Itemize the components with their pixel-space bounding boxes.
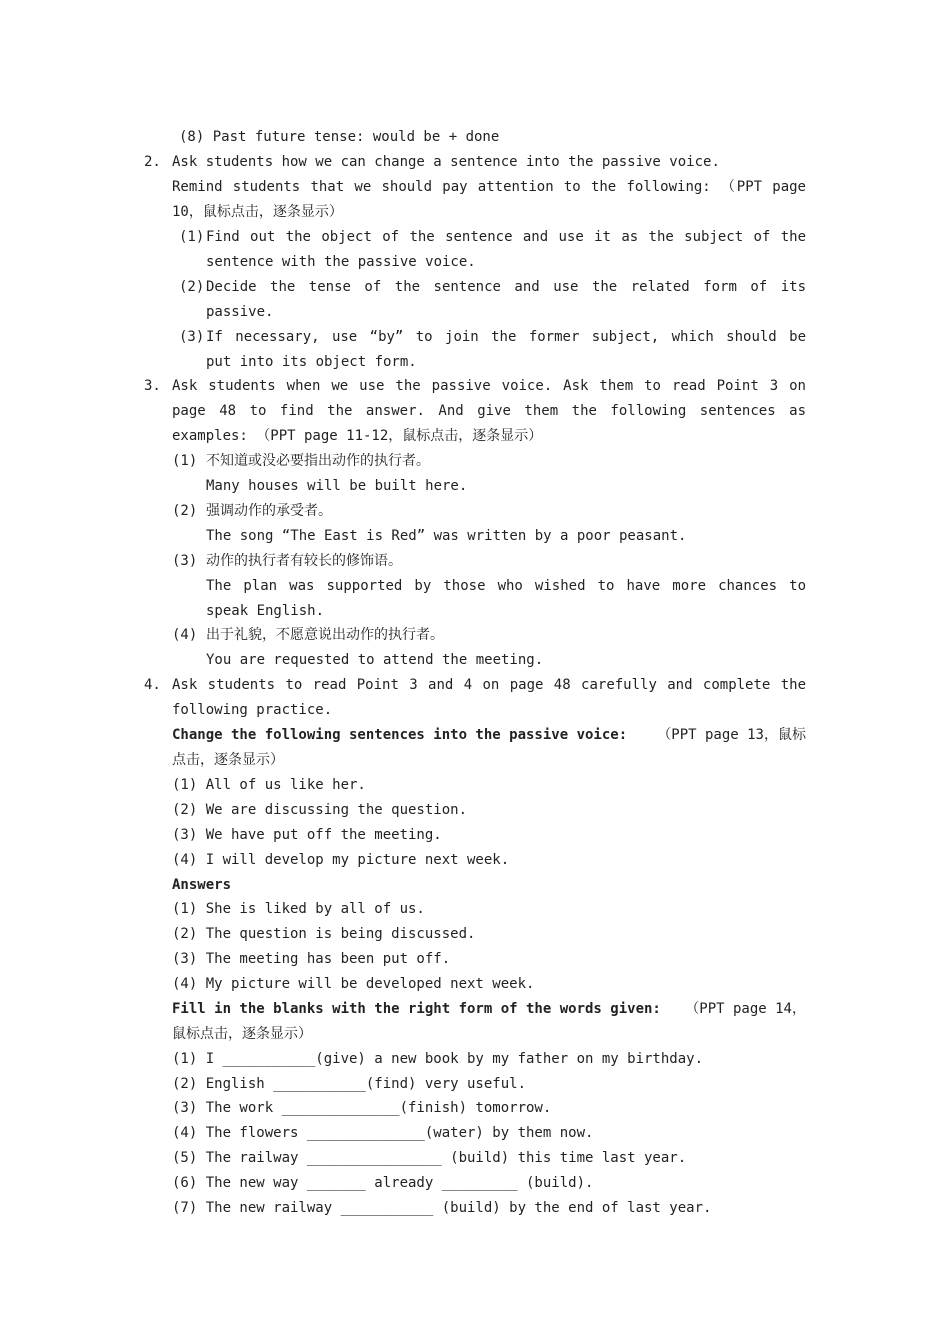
fill-instruction <box>172 1000 806 1018</box>
example-number: (1) <box>172 453 198 469</box>
point-2-line-1: Decide the tense of the sentence and use the related form of its <box>206 279 806 295</box>
point-3-line-1: If necessary, use “by” to join the former subject, which should be <box>206 329 806 345</box>
answer-item: (3) The meeting has been put off. <box>172 951 451 967</box>
answers-heading: Answers <box>172 877 232 893</box>
example-4-english: You are requested to attend the meeting. <box>206 652 544 668</box>
fill-instruction-bold: Fill in the blanks with the right form of the words given: <box>172 1001 661 1017</box>
example-3-chinese: 动作的执行者有较长的修饰语。 <box>206 553 402 569</box>
fill-item: (7) The new railway ___________ (build) by the end of last year. <box>172 1200 712 1216</box>
question-item: (2) We are discussing the question. <box>172 802 468 818</box>
fill-item: (6) The new way _______ already _________ (build). <box>172 1175 594 1191</box>
fill-instruction-line-2: 鼠标点击，逐条显示） <box>172 1026 312 1042</box>
change-instruction-line-2: 点击，逐条显示） <box>172 752 284 768</box>
example-number: (3) <box>172 553 198 569</box>
section-3-line-1: Ask students when we use the passive voice. Ask them to read Point 3 on <box>172 378 806 394</box>
example-number: (4) <box>172 627 198 643</box>
question-item: (4) I will develop my picture next week. <box>172 852 510 868</box>
answer-item: (1) She is liked by all of us. <box>172 901 425 917</box>
example-4-chinese: 出于礼貌，不愿意说出动作的执行者。 <box>206 627 444 643</box>
fill-item: (1) I ___________(give) a new book by my father on my birthday. <box>172 1051 704 1067</box>
point-3-line-2: put into its object form. <box>206 354 417 370</box>
point-number: (2) <box>179 279 205 295</box>
change-instruction-bold: Change the following sentences into the passive voice: <box>172 727 628 743</box>
point-2-line-2: passive. <box>206 304 274 320</box>
example-3-english-line-2: speak English. <box>206 603 325 619</box>
section-2-line-2: Remind students that we should pay attention to the following: （PPT page <box>172 179 806 195</box>
section-3-line-3: examples: （PPT page 11-12，鼠标点击，逐条显示） <box>172 428 543 444</box>
example-number: (2) <box>172 503 198 519</box>
tense-item-8: (8) Past future tense: would be + done <box>179 129 500 145</box>
answer-item: (4) My picture will be developed next week. <box>172 976 535 992</box>
example-1-chinese: 不知道或没必要指出动作的执行者。 <box>206 453 430 469</box>
fill-instruction-ppt: （PPT page 14， <box>676 1001 806 1017</box>
section-4-line-1: Ask students to read Point 3 and 4 on page 48 carefully and complete the <box>172 677 806 693</box>
section-number-3: 3. <box>144 378 161 394</box>
point-1-line-2: sentence with the passive voice. <box>206 254 476 270</box>
question-item: (3) We have put off the meeting. <box>172 827 442 843</box>
fill-item: (3) The work ______________(finish) tomorrow. <box>172 1100 552 1116</box>
point-number: (3) <box>179 329 205 345</box>
fill-item: (5) The railway ________________ (build) this time last year. <box>172 1150 687 1166</box>
answer-item: (2) The question is being discussed. <box>172 926 476 942</box>
change-instruction <box>172 726 806 744</box>
point-number: (1) <box>179 229 205 245</box>
point-1-line-1: Find out the object of the sentence and use it as the subject of the <box>206 229 806 245</box>
question-item: (1) All of us like her. <box>172 777 366 793</box>
example-3-english-line-1: The plan was supported by those who wished to have more chances to <box>206 578 806 594</box>
section-2-line-1: Ask students how we can change a sentence into the passive voice. <box>172 154 720 170</box>
section-number-2: 2. <box>144 154 161 170</box>
section-4-line-2: following practice. <box>172 702 333 718</box>
example-2-english: The song “The East is Red” was written by a poor peasant. <box>206 528 687 544</box>
example-2-chinese: 强调动作的承受者。 <box>206 503 332 519</box>
example-1-english: Many houses will be built here. <box>206 478 468 494</box>
fill-item: (4) The flowers ______________(water) by them now. <box>172 1125 594 1141</box>
section-2-line-3: 10，鼠标点击，逐条显示） <box>172 204 343 220</box>
change-instruction-ppt: （PPT page 13，鼠标 <box>648 727 806 743</box>
section-number-4: 4. <box>144 677 161 693</box>
section-3-line-2: page 48 to find the answer. And give them the following sentences as <box>172 403 806 419</box>
fill-item: (2) English ___________(find) very useful. <box>172 1076 527 1092</box>
